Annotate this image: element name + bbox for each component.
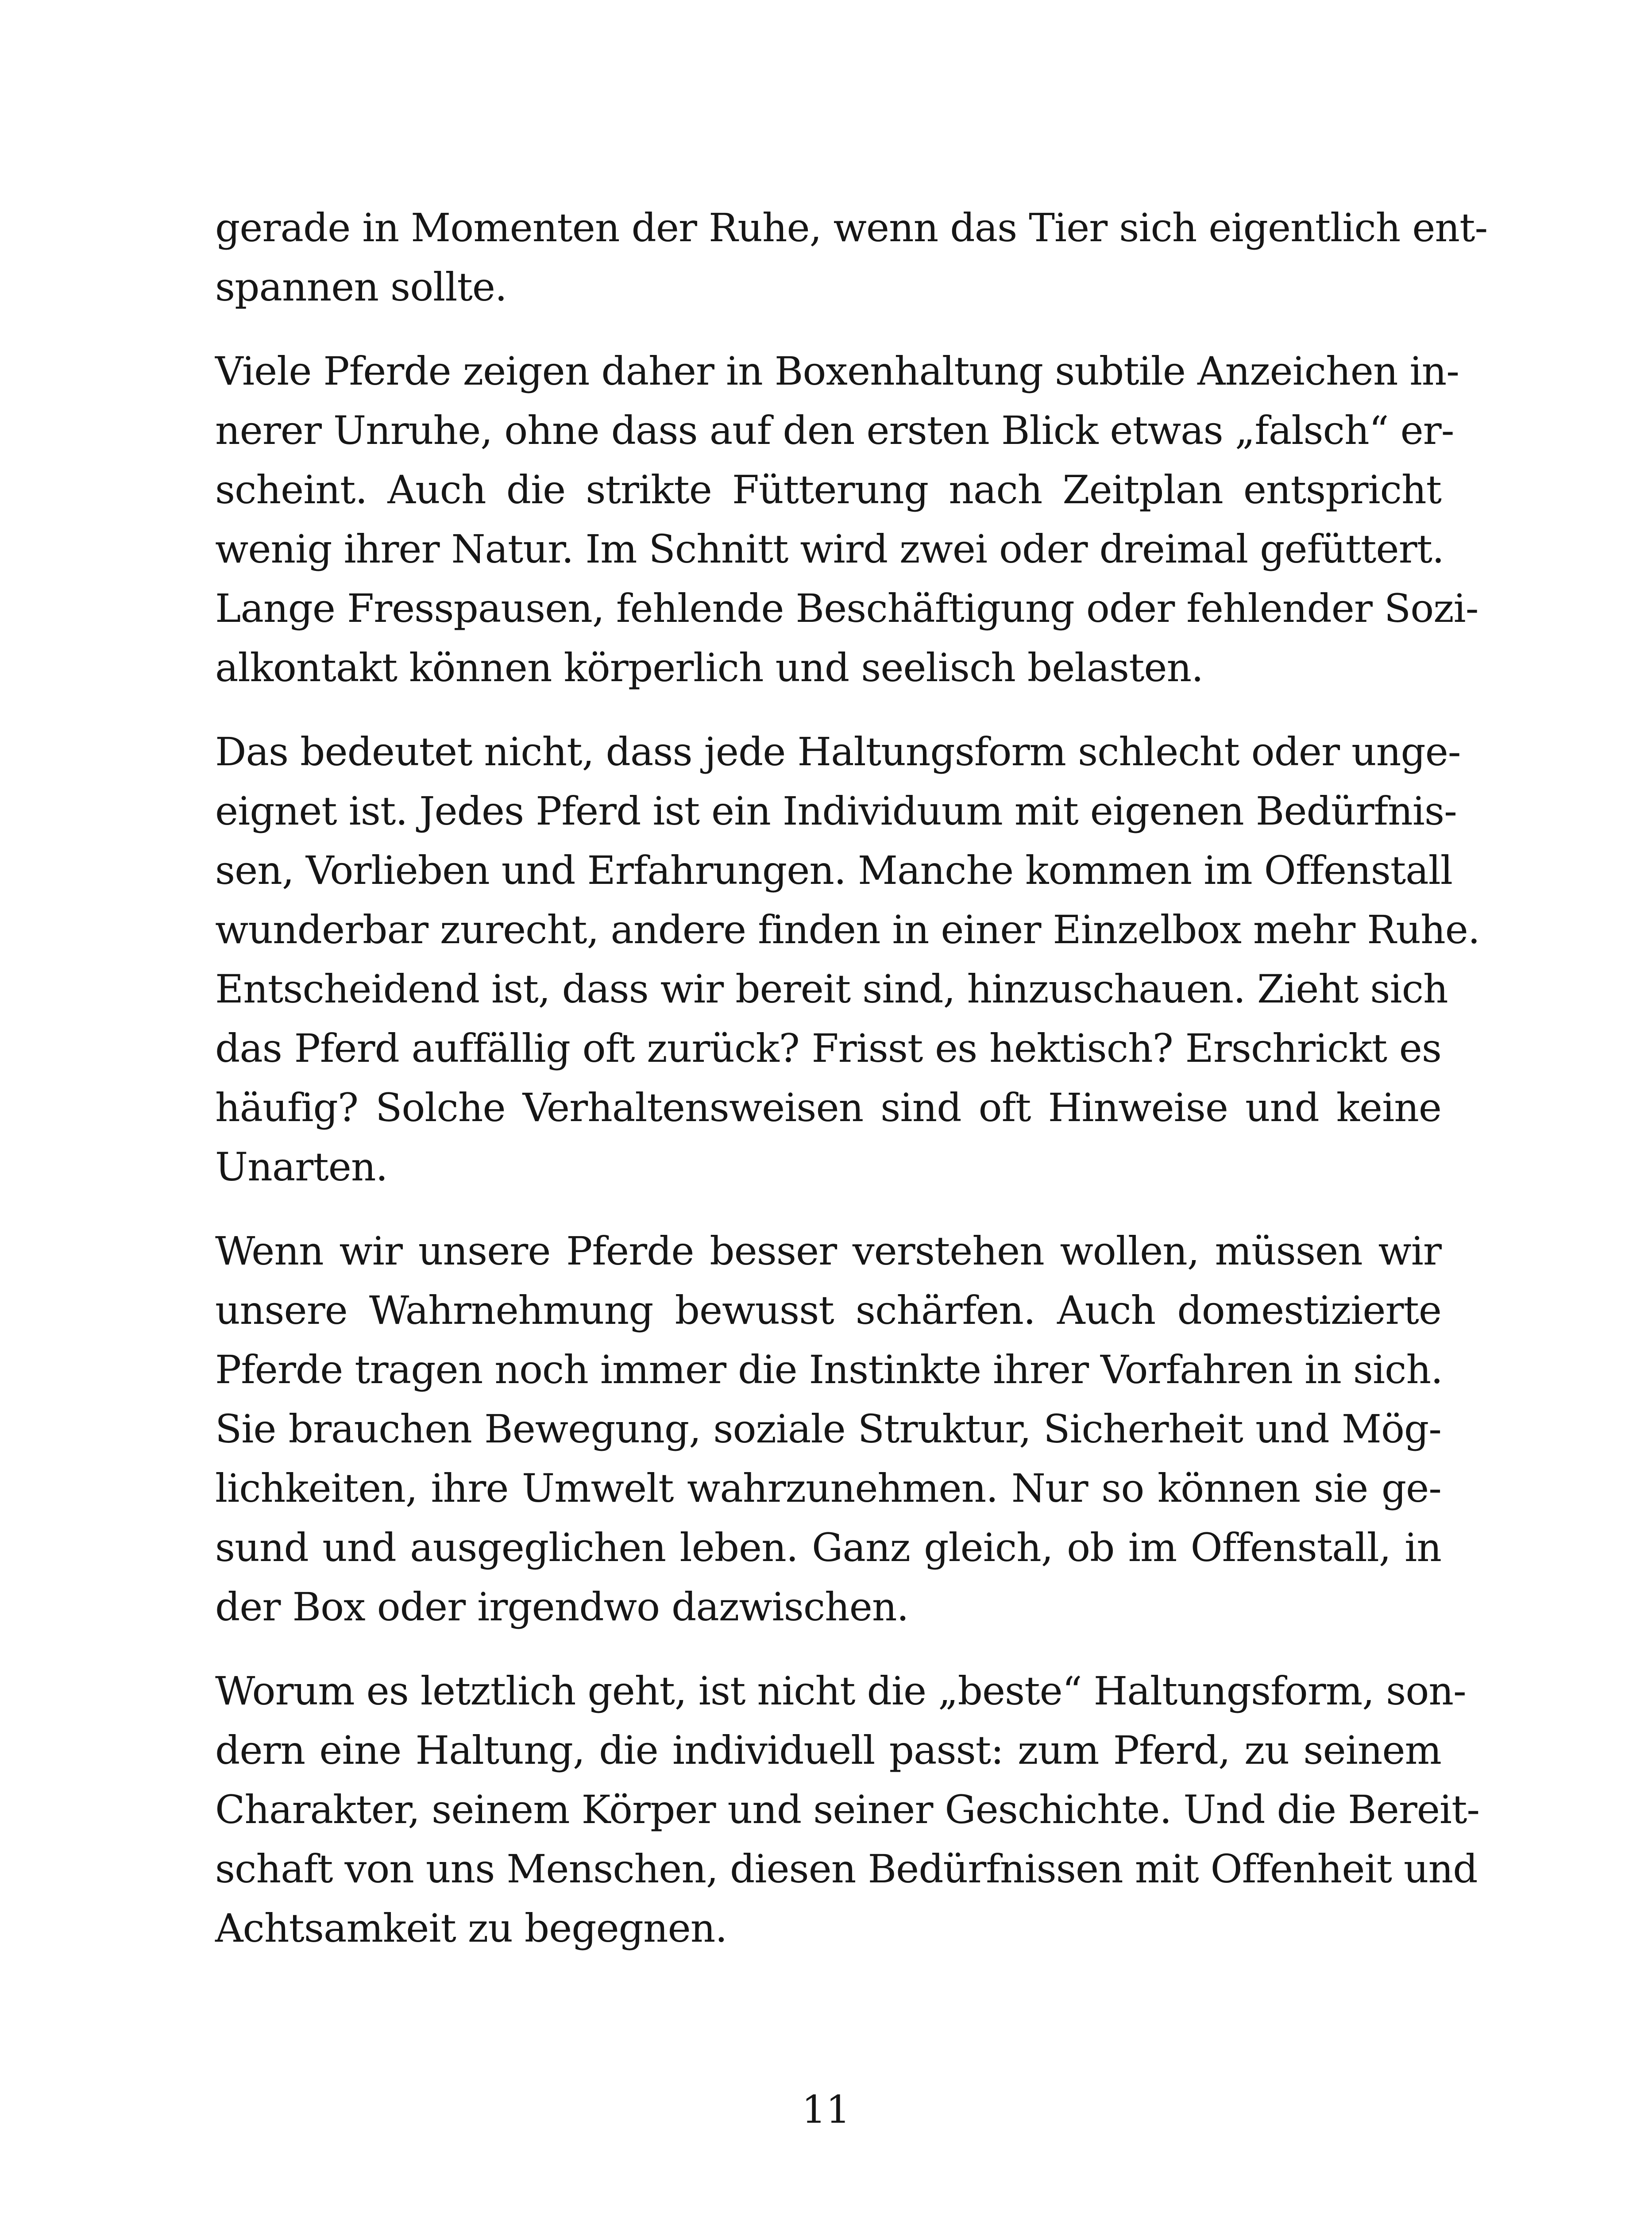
- text-line: wenig ihrer Natur. Im Schnitt wird zwei oder dreimal gefüttert.: [215, 526, 1444, 572]
- text-line: eignet ist. Jedes Pferd ist ein Individuum mit eigenen Bedürfnis-: [215, 788, 1457, 834]
- paragraph: [215, 1662, 1480, 1958]
- text-line: Lange Fresspausen, fehlende Beschäftigung oder fehlender Sozi-: [215, 586, 1478, 631]
- text-line: wunderbar zurecht, andere finden in einer Einzelbox mehr Ruhe.: [215, 907, 1480, 952]
- paragraph: [215, 342, 1478, 698]
- text-line: Das bedeutet nicht, dass jede Haltungsform schlecht oder unge-: [215, 729, 1461, 775]
- page-number: 11: [802, 2088, 850, 2132]
- text-line: Charakter, seinem Körper und seiner Geschichte. Und die Bereit-: [215, 1787, 1480, 1832]
- text-line: scheint. Auch die strikte Fütterung nach Zeitplan entspricht: [215, 467, 1441, 513]
- body-text: [215, 198, 1488, 1983]
- text-line: das Pferd auffällig oft zurück? Frisst es hektisch? Erschrickt es: [215, 1026, 1441, 1071]
- text-line: lichkeiten, ihre Umwelt wahrzunehmen. Nur so können sie ge-: [215, 1465, 1441, 1511]
- text-line: dern eine Haltung, die individuell passt: zum Pferd, zu seinem: [215, 1727, 1441, 1773]
- text-line: spannen sollte.: [215, 264, 507, 310]
- text-line: Achtsamkeit zu begegnen.: [215, 1905, 727, 1951]
- text-line: Viele Pferde zeigen daher in Boxenhaltung subtile Anzeichen in-: [215, 348, 1459, 394]
- text-line: Sie brauchen Bewegung, soziale Struktur, Sicherheit und Mög-: [215, 1406, 1441, 1452]
- text-line: sund und ausgeglichen leben. Ganz gleich, ob im Offenstall, in: [215, 1525, 1441, 1570]
- text-line: gerade in Momenten der Ruhe, wenn das Tier sich eigentlich ent-: [215, 205, 1488, 251]
- text-line: alkontakt können körperlich und seelisch belasten.: [215, 645, 1204, 690]
- text-line: der Box oder irgendwo dazwischen.: [215, 1584, 909, 1630]
- paragraph: [215, 1222, 1441, 1637]
- text-line: Pferde tragen noch immer die Instinkte ihrer Vorfahren in sich.: [215, 1347, 1443, 1392]
- text-line: schaft von uns Menschen, diesen Bedürfnissen mit Offenheit und: [215, 1846, 1478, 1892]
- text-line: Wenn wir unsere Pferde besser verstehen wollen, müssen wir: [215, 1228, 1441, 1274]
- paragraph: [215, 198, 1488, 317]
- text-line: nerer Unruhe, ohne dass auf den ersten Blick etwas „falsch“ er-: [215, 408, 1454, 453]
- text-line: Entscheidend ist, dass wir bereit sind, hinzuschauen. Zieht sich: [215, 966, 1448, 1012]
- paragraph: [215, 722, 1480, 1197]
- text-line: Unarten.: [215, 1144, 388, 1190]
- text-line: unsere Wahrnehmung bewusst schärfen. Auch domestizierte: [215, 1288, 1441, 1333]
- text-line: häufig? Solche Verhaltensweisen sind oft Hinweise und keine: [215, 1085, 1441, 1130]
- text-line: sen, Vorlieben und Erfahrungen. Manche kommen im Offenstall: [215, 848, 1452, 893]
- text-line: Worum es letztlich geht, ist nicht die „beste“ Haltungsform, son-: [215, 1668, 1466, 1714]
